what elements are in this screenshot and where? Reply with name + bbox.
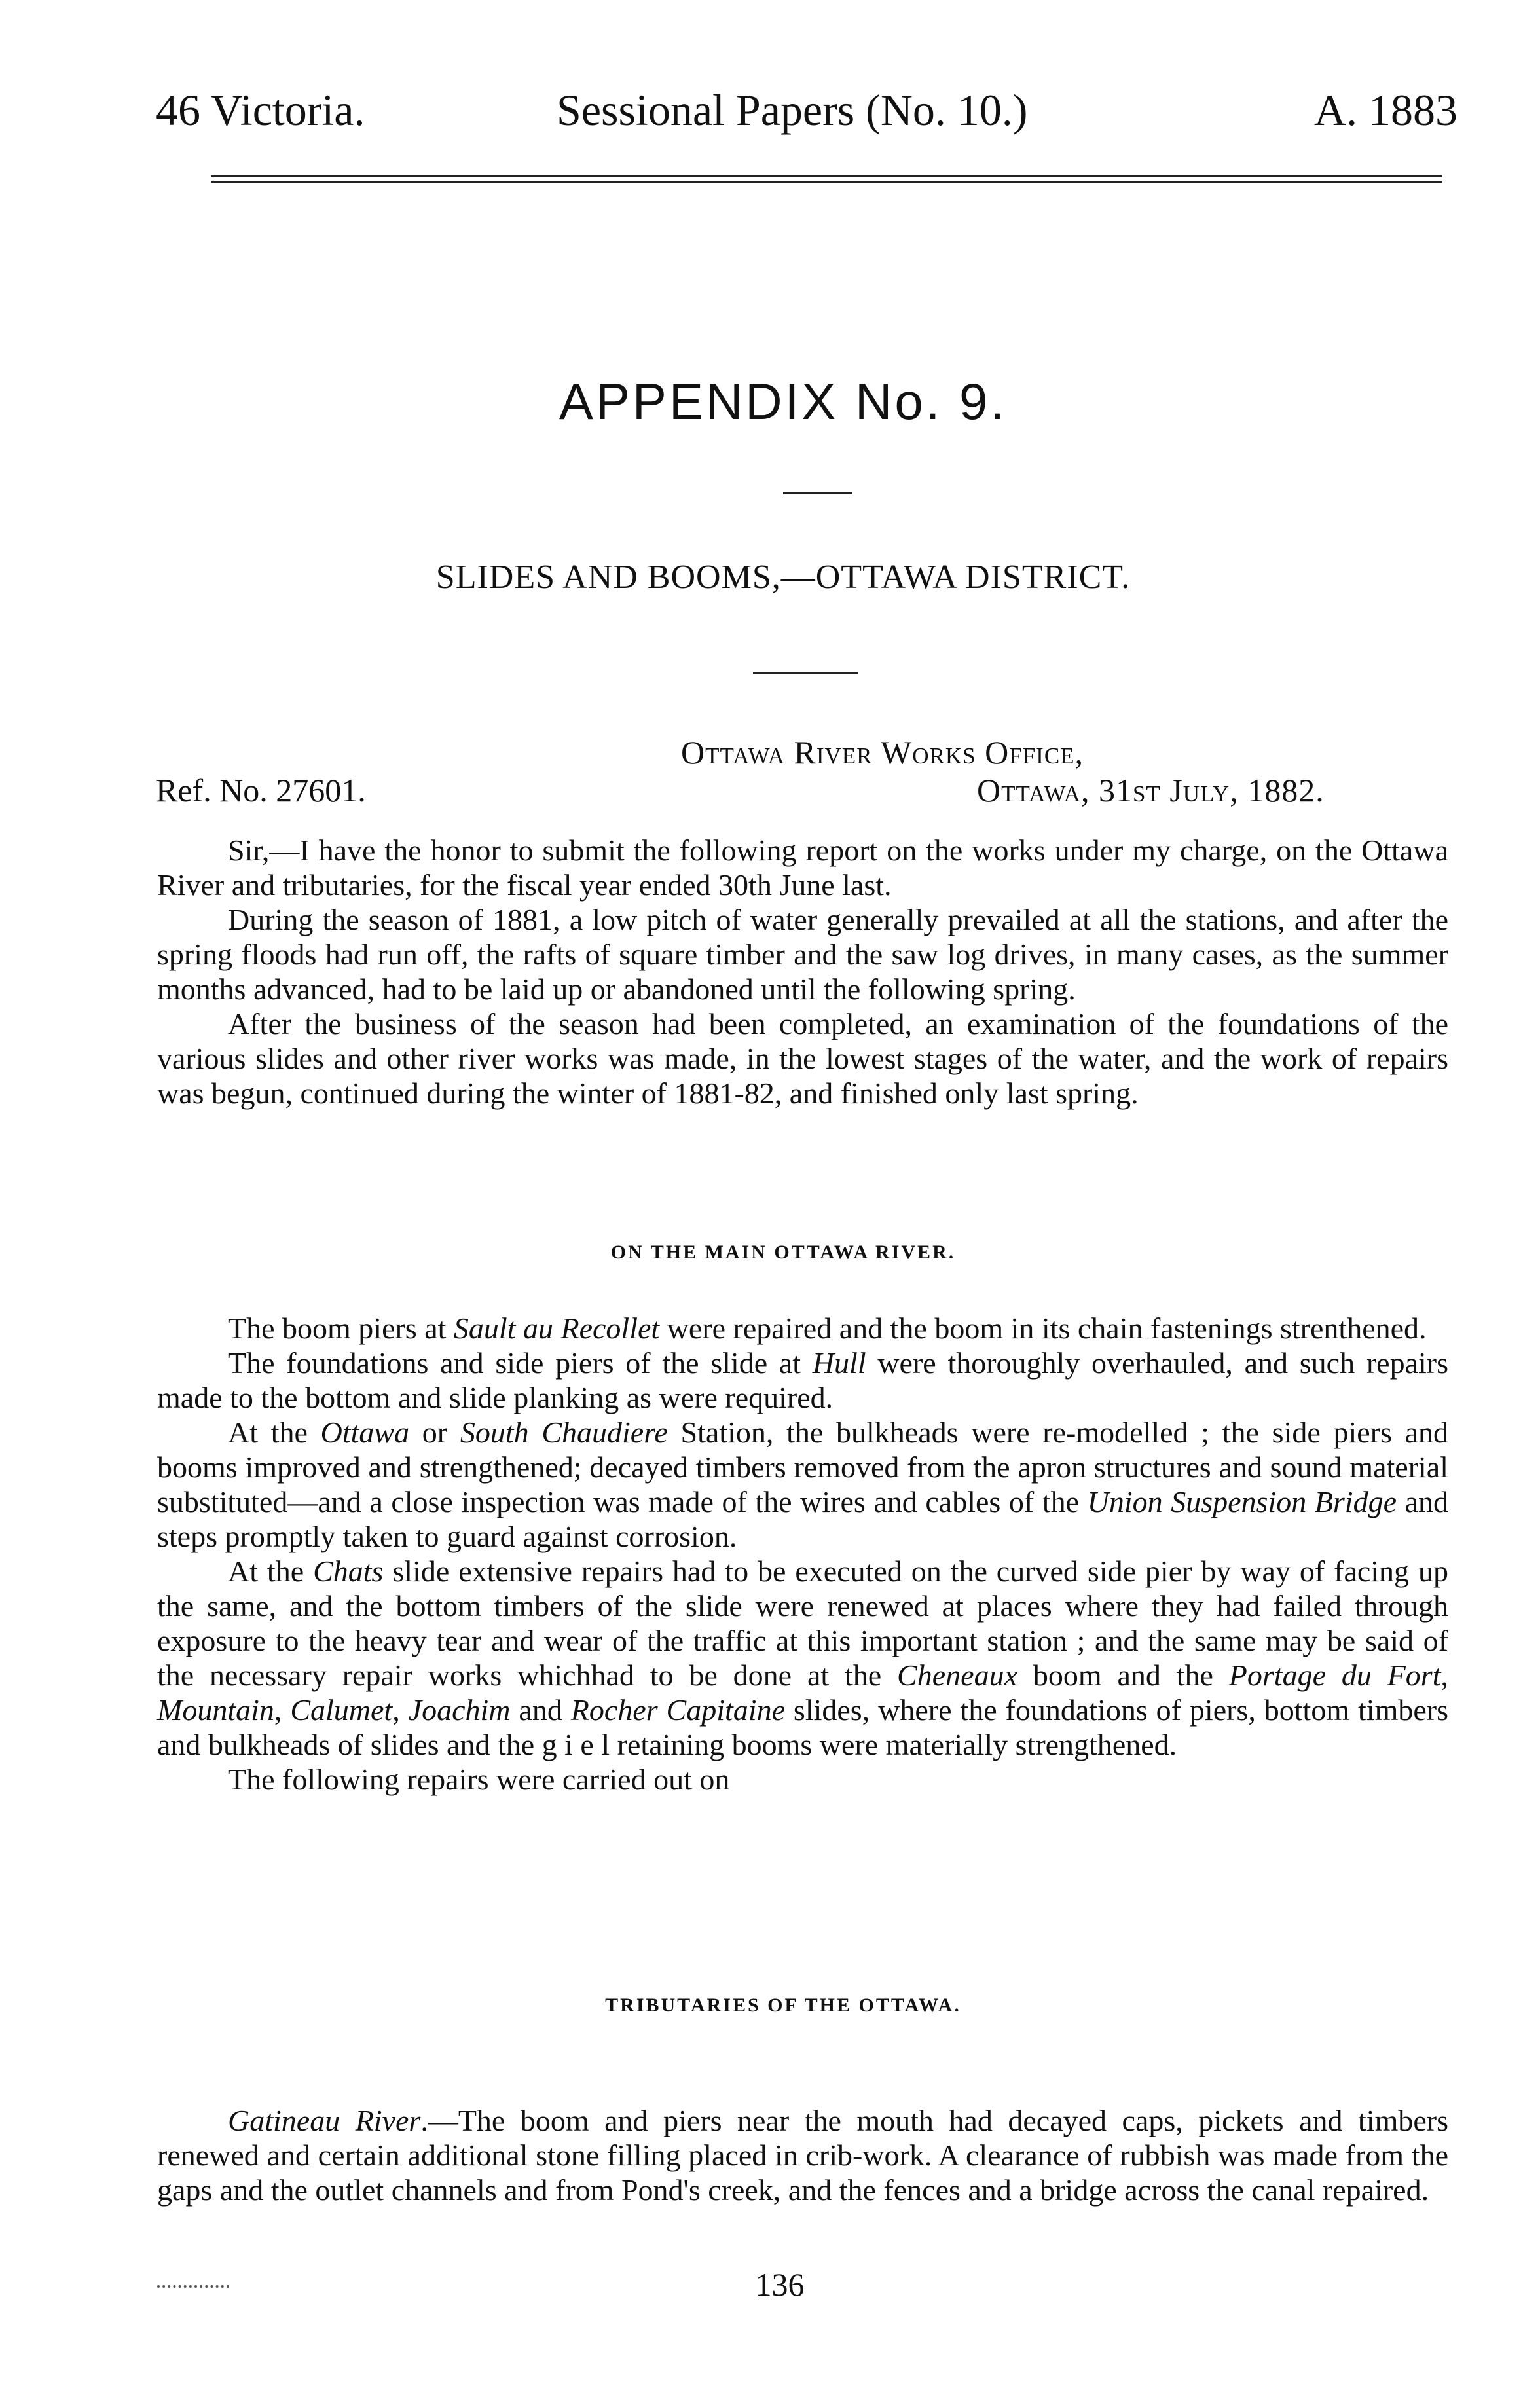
main-river-heading: ON THE MAIN OTTAWA RIVER.: [610, 1241, 956, 1263]
page-number: 136: [755, 2266, 805, 2303]
section-title: SLIDES AND BOOMS,—OTTAWA DISTRICT.: [435, 559, 1131, 596]
header-year: A. 1883: [1313, 85, 1458, 135]
letter-date: Ottawa, 31st July, 1882.: [977, 772, 1325, 809]
header-rule-top: [211, 175, 1442, 177]
title-divider: [783, 492, 852, 494]
chaudiere-paragraph: At the Ottawa or South Chaudiere Station, the bulkheads were re-modelled ; the side piers and booms improved and strengthened; decayed timbers removed from the apron structures and sound material substituted—and a close inspection was made of the wires and cables of the Union Suspension Bridge and steps promptly taken to guard against corrosion.: [157, 1416, 1449, 1553]
running-header: [156, 84, 1458, 136]
gatineau-paragraph: Gatineau River.—The boom and piers near the mouth had decayed caps, pickets and timbers renewed and certain additional stone filling placed in crib-work. A clearance of rubbish was made from the gaps and the outlet channels and from Pond's creek, and the fences and a bridge across the canal repaired.: [157, 2104, 1448, 2207]
salutation-paragraph: Sir,—I have the honor to submit the following report on the works under my charge, on the Ottawa River and tributaries, for the fiscal year ended 30th June last.: [157, 834, 1448, 902]
header-sessional-papers: Sessional Papers (No. 10.): [557, 85, 1028, 135]
appendix-title: APPENDIX No. 9.: [559, 373, 1008, 430]
tributaries-heading: TRIBUTARIES OF THE OTTAWA.: [605, 1994, 961, 2016]
chats-paragraph: At the Chats slide extensive repairs had to be executed on the curved side pier by way of facing up the same, and the bottom timbers of the slide were renewed at places where they had failed through exposure to the heavy tear and wear of the traffic at this important station ; and the same may be said of the necessary repair works whichhad to be done at the Cheneaux boom and the Portage du Fort, Mountain, Calumet, Joachim and Rocher Capitaine slides, where the foundations of piers, bottom timbers and bulkheads of slides and the g i e l retaining booms were materially strengthened.: [157, 1554, 1449, 1761]
header-rule-bottom: [211, 181, 1442, 183]
hull-paragraph: The foundations and side piers of the slide at Hull were thoroughly overhauled, and such repairs made to the bottom and slide planking as were required.: [157, 1346, 1448, 1414]
season-paragraph: During the season of 1881, a low pitch of water generally prevailed at all the stations, and after the spring floods had run off, the rafts of square timber and the saw log drives, in many cases, as the summer months advanced, had to be laid up or abandoned until the following spring.: [157, 903, 1448, 1006]
sault-au-recollet-paragraph: The boom piers at Sault au Recollet were repaired and the boom in its chain fastenings strenthened.: [228, 1312, 1427, 1345]
following-repairs-paragraph: The following repairs were carried out on: [228, 1763, 730, 1796]
printers-mark: [157, 2285, 229, 2294]
main-river-body: [157, 1311, 1448, 1797]
section-divider: [753, 672, 858, 674]
letter-office: Ottawa River Works Office,: [681, 734, 1084, 771]
examination-paragraph: After the business of the season had been completed, an examination of the foundations of the various slides and other river works was made, in the lowest stages of the water, and the work of repairs was begun, continued during the winter of 1881-82, and finished only last spring.: [157, 1007, 1448, 1110]
header-session: 46 Victoria.: [156, 85, 365, 135]
tributaries-body: [157, 2103, 1448, 2207]
letter-reference: Ref. No. 27601.: [156, 772, 366, 809]
letter-body: [157, 833, 1448, 1110]
